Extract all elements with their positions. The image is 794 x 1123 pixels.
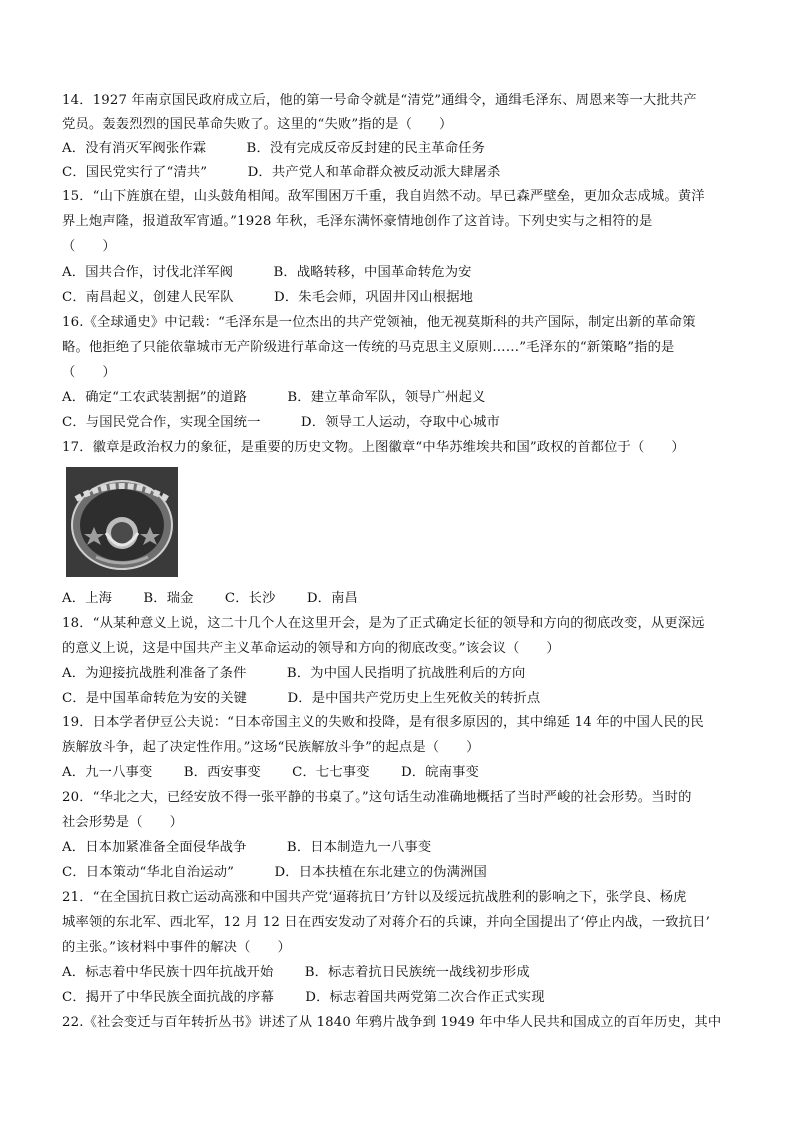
q18-stem-line-2: 的意义上说，这是中国共产主义革命运动的领导和方向的彻底改变。”该会议（ ） <box>62 641 560 656</box>
q18-options-row-1: A．为迎接抗战胜利准备了条件 B．为中国人民指明了抗战胜利后的方向 <box>62 666 526 681</box>
q16-options-row-2: C．与国民党合作，实现全国统一 D．领导工人运动，夺取中心城市 <box>62 415 500 430</box>
q18-stem-line-1: 18．“从某种意义上说，这二十几个人在这里开会，是为了正式确定长征的领导和方向的彻底改变，从更深远 <box>62 616 705 631</box>
q14-options-row-2: C．国民党实行了“清共” D．共产党人和革命群众被反动派大肆屠杀 <box>62 165 501 180</box>
q14-stem-line-1: 14．1927 年南京国民政府成立后，他的第一号命令就是“清党”通缉令，通缉毛泽东、周恩来等一大批共产 <box>62 93 697 108</box>
q18-options-row-2: C．是中国革命转危为安的关键 D．是中国共产党历史上生死攸关的转折点 <box>62 691 541 706</box>
q21-options-row-1: A．标志着中华民族十四年抗战开始 B．标志着抗日民族统一战线初步形成 <box>62 965 530 980</box>
q21-stem-line-1: 21．“在全国抗日救亡运动高涨和中国共产党‘逼蒋抗日’方针以及绥远抗战胜利的影响之下，张学良、杨虎 <box>62 890 687 905</box>
soviet-republic-badge-image <box>66 467 178 577</box>
q14-options-row-1: A．没有消灭军阀张作霖 B．没有完成反帝反封建的民主革命任务 <box>62 141 486 156</box>
q15-stem-line-3: （ ） <box>62 239 116 254</box>
q19-options: A．九一八事变 B．西安事变 C．七七事变 D．皖南事变 <box>62 765 480 780</box>
q16-stem-line-2: 略。他拒绝了只能依靠城市无产阶级进行革命这一传统的马克思主义原则……”毛泽东的“新策略”指的是 <box>62 340 675 355</box>
q16-stem-line-1: 16.《全球通史》中记载：“毛泽东是一位杰出的共产党领袖，他无视莫斯科的共产国际，制定出新的革命策 <box>62 315 696 330</box>
q20-stem-line-2: 社会形势是（ ） <box>62 815 184 830</box>
badge-emblem-icon <box>66 467 178 577</box>
q16-stem-line-3: （ ） <box>62 365 116 380</box>
q21-options-row-2: C．揭开了中华民族全面抗战的序幕 D．标志着国共两党第二次合作正式实现 <box>62 990 545 1005</box>
q16-options-row-1: A．确定“工农武装割据”的道路 B．建立革命军队，领导广州起义 <box>62 390 486 405</box>
q15-stem-line-2: 界上炮声隆，报道敌军宵遁。”1928 年秋，毛泽东满怀豪情地创作了这首诗。下列史实与之相符的是 <box>62 214 653 229</box>
q15-options-row-2: C．南昌起义，创建人民军队 D．朱毛会师，巩固井冈山根据地 <box>62 290 474 305</box>
q19-stem-line-1: 19．日本学者伊豆公夫说：“日本帝国主义的失败和投降，是有很多原因的，其中绵延 14 年的中国人民的民 <box>62 715 704 730</box>
q15-options-row-1: A．国共合作，讨伐北洋军阀 B．战略转移，中国革命转危为安 <box>62 265 472 280</box>
q21-stem-line-2: 城率领的东北军、西北军，12 月 12 日在西安发动了对蒋介石的兵谏，并向全国提出了‘停止内战，一致抗日’ <box>62 915 710 930</box>
q20-stem-line-1: 20．“华北之大，已经安放不得一张平静的书桌了。”这句话生动准确地概括了当时严峻的社会形势。当时的 <box>62 790 692 805</box>
q15-stem-line-1: 15．“山下旌旗在望，山头鼓角相闻。敌军围困万千重，我自岿然不动。早已森严壁垒，更加众志成城。黄洋 <box>62 189 705 204</box>
q20-options-row-1: A．日本加紧准备全面侵华战争 B．日本制造九一八事变 <box>62 840 432 855</box>
q22-stem-line-1: 22.《社会变迁与百年转折丛书》讲述了从 1840 年鸦片战争到 1949 年中华人民共和国成立的百年历史，其中 <box>62 1015 722 1030</box>
q20-options-row-2: C．日本策动“华北自治运动” D．日本扶植在东北建立的伪满洲国 <box>62 865 487 880</box>
q14-stem-line-2: 党员。轰轰烈烈的国民革命失败了。这里的“失败”指的是（ ） <box>62 117 453 132</box>
q21-stem-line-3: 的主张。”该材料中事件的解决（ ） <box>62 940 291 955</box>
q17-stem-line-1: 17．徽章是政治权力的象征，是重要的历史文物。上图徽章“中华苏维埃共和国”政权的首都位于（ ） <box>62 440 685 455</box>
q17-options: A．上海 B．瑞金 C．长沙 D．南昌 <box>62 591 358 606</box>
q19-stem-line-2: 族解放斗争，起了决定性作用。”这场“民族解放斗争”的起点是（ ） <box>62 740 480 755</box>
